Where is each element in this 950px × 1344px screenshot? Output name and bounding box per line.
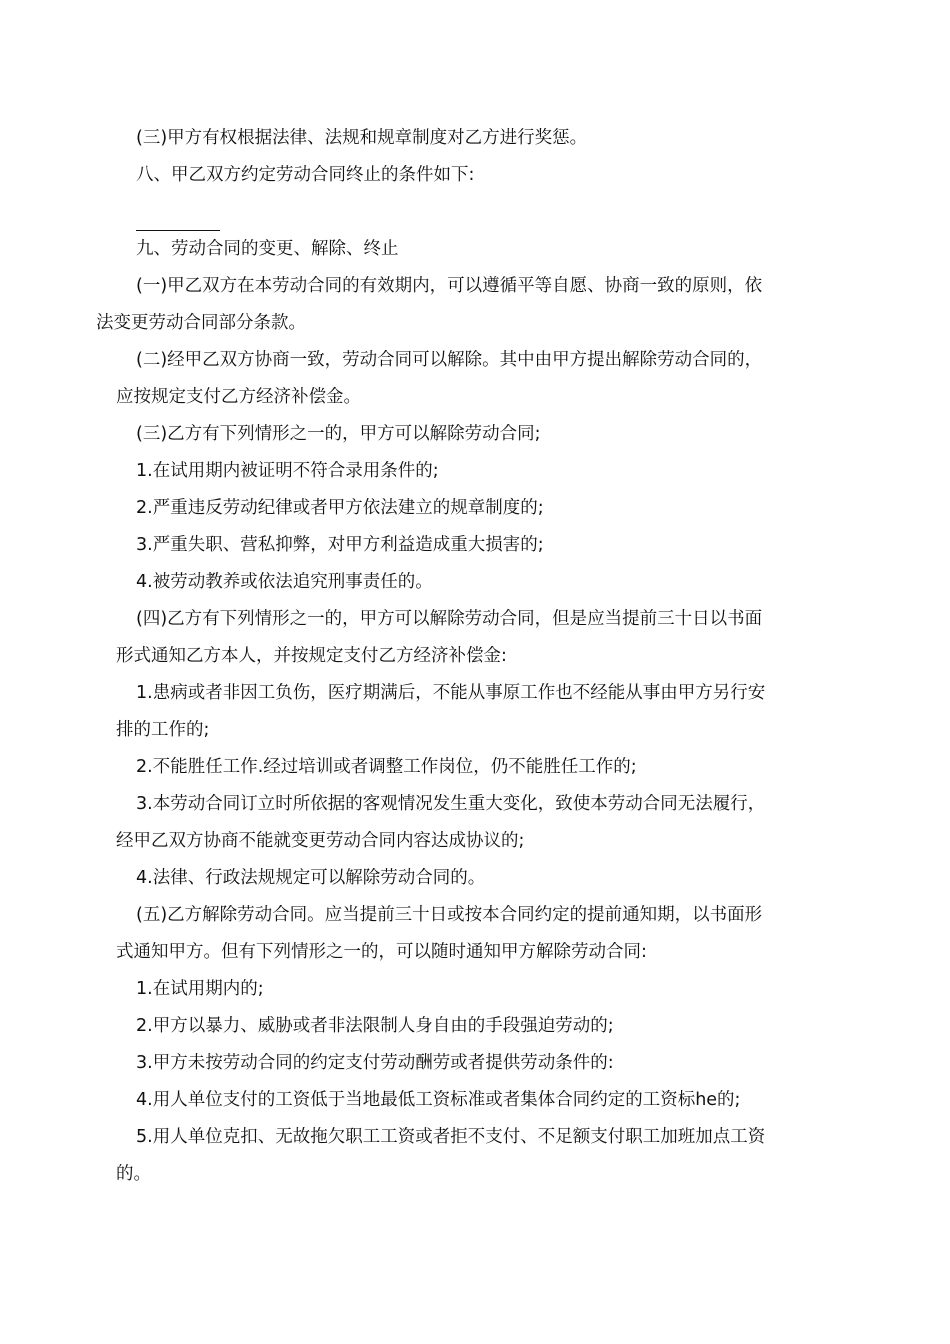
text-line: (一)甲乙双方在本劳动合同的有效期内，可以遵循平等自愿、协商一致的原则，依 <box>136 276 763 296</box>
fill-in-blank <box>116 194 836 231</box>
text-line: (四)乙方有下列情形之一的，甲方可以解除劳动合同，但是应当提前三十日以书面 <box>136 609 763 629</box>
paragraph-clause-1 <box>96 268 836 342</box>
text-line: 1.在试用期内的; <box>136 979 264 999</box>
text-line: 应按规定支付乙方经济补偿金。 <box>116 387 361 407</box>
section-heading-change-termination <box>116 231 836 268</box>
text-line: 经甲乙双方协商不能就变更劳动合同内容达成协议的; <box>116 831 525 851</box>
list-item <box>116 860 836 897</box>
text-line: 3.严重失职、营私抑弊，对甲方利益造成重大损害的; <box>136 535 544 555</box>
document-body <box>96 120 836 1193</box>
paragraph-reward-punishment <box>116 120 836 157</box>
text-line: 5.用人单位克扣、无故拖欠职工工资或者拒不支付、不足额支付职工加班加点工资 <box>136 1127 766 1147</box>
text-line: (二)经甲乙双方协商一致，劳动合同可以解除。其中由甲方提出解除劳动合同的， <box>136 350 763 370</box>
text-line: (五)乙方解除劳动合同。应当提前三十日或按本合同约定的提前通知期，以书面形 <box>136 905 763 925</box>
list-item <box>116 564 836 601</box>
text-line: 式通知甲方。但有下列情形之一的，可以随时通知甲方解除劳动合同: <box>116 942 647 962</box>
list-item <box>116 490 836 527</box>
list-item <box>116 786 836 860</box>
list-item <box>116 1119 836 1193</box>
list-item <box>116 527 836 564</box>
text-line: 八、甲乙双方约定劳动合同终止的条件如下: <box>136 165 475 185</box>
paragraph-clause-5 <box>116 897 836 971</box>
paragraph-clause-4 <box>116 601 836 675</box>
blank-underline <box>136 208 220 231</box>
list-item <box>116 453 836 490</box>
paragraph-clause-3 <box>116 416 836 453</box>
text-line: 排的工作的; <box>116 720 210 740</box>
text-line: 2.甲方以暴力、威胁或者非法限制人身自由的手段强迫劳动的; <box>136 1016 614 1036</box>
list-item <box>116 1045 836 1082</box>
list-item <box>116 1082 836 1119</box>
text-line: 4.被劳动教养或依法追究刑事责任的。 <box>136 572 433 592</box>
list-item <box>116 971 836 1008</box>
paragraph-clause-2 <box>116 342 836 416</box>
text-line: 3.本劳动合同订立时所依据的客观情况发生重大变化，致使本劳动合同无法履行， <box>136 794 766 814</box>
paragraph-termination-conditions <box>116 157 836 194</box>
text-line: 1.患病或者非因工负伤，医疗期满后，不能从事原工作也不经能从事由甲方另行安 <box>136 683 766 703</box>
text-line: 1.在试用期内被证明不符合录用条件的; <box>136 461 439 481</box>
text-line: 法变更劳动合同部分条款。 <box>96 313 306 333</box>
text-line: 4.用人单位支付的工资低于当地最低工资标准或者集体合同约定的工资标he的; <box>136 1090 741 1110</box>
text-line: (三)甲方有权根据法律、法规和规章制度对乙方进行奖惩。 <box>136 128 588 148</box>
text-line: 4.法律、行政法规规定可以解除劳动合同的。 <box>136 868 486 888</box>
list-item <box>116 1008 836 1045</box>
text-line: 3.甲方未按劳动合同的约定支付劳动酬劳或者提供劳动条件的: <box>136 1053 614 1073</box>
text-line: (三)乙方有下列情形之一的，甲方可以解除劳动合同; <box>136 424 541 444</box>
text-line: 的。 <box>116 1164 151 1184</box>
text-line: 2.不能胜任工作.经过培训或者调整工作岗位，仍不能胜任工作的; <box>136 757 637 777</box>
text-line: 2.严重违反劳动纪律或者甲方依法建立的规章制度的; <box>136 498 544 518</box>
text-line: 九、劳动合同的变更、解除、终止 <box>136 239 399 259</box>
list-item <box>116 675 836 749</box>
list-item <box>116 749 836 786</box>
text-line: 形式通知乙方本人，并按规定支付乙方经济补偿金: <box>116 646 507 666</box>
